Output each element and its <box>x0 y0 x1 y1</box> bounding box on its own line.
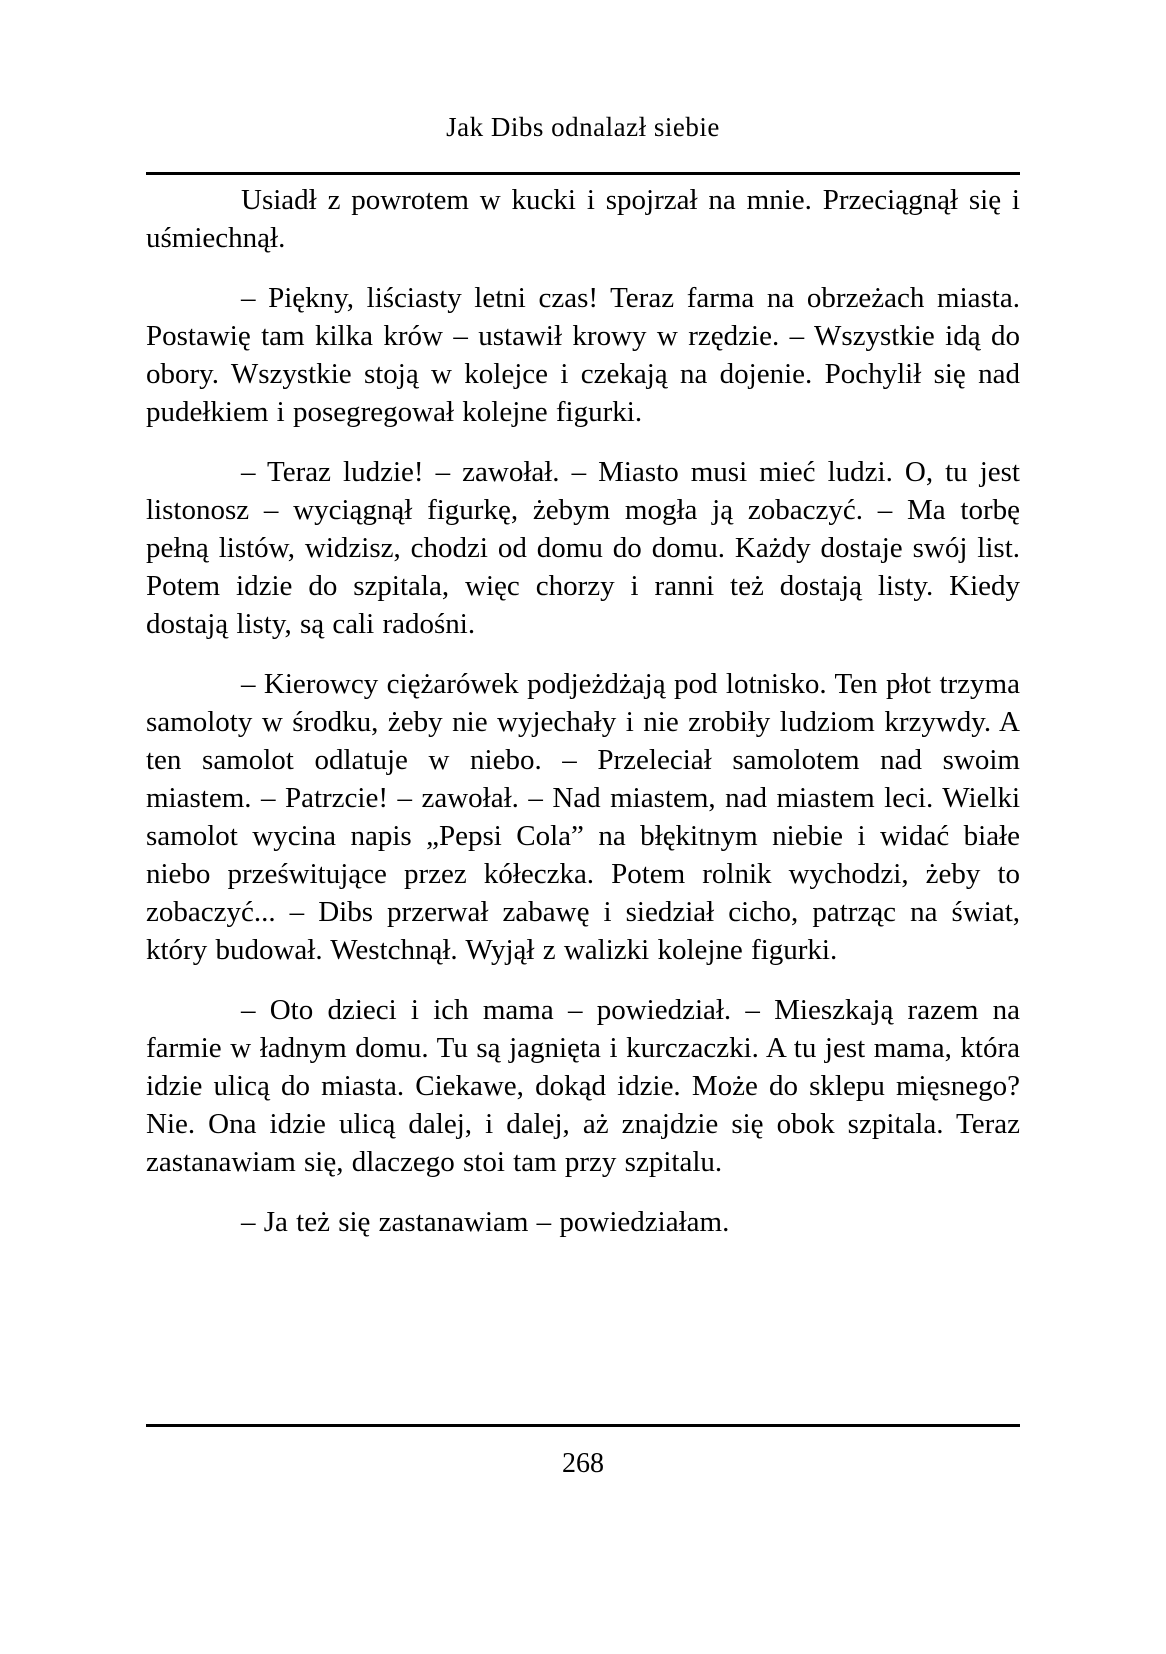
page-number: 268 <box>562 1448 604 1479</box>
footer-rule <box>146 1424 1020 1427</box>
running-head-title: Jak Dibs odnalazł siebie <box>446 112 720 142</box>
paragraph: – Ja też się zastanawiam – powiedziałam. <box>241 1206 730 1238</box>
header-rule <box>146 172 1020 175</box>
body-text <box>146 181 1020 1241</box>
paragraph: Usiadł z powrotem w kucki i spojrzał na mnie. Przeciągnął się i uśmiechnął. <box>146 184 1020 254</box>
paragraph: – Kierowcy ciężarówek podjeżdżają pod lotnisko. Ten płot trzyma samoloty w środku, żeby nie wyjechały i nie zrobiły ludziom krzywdy. A ten samolot odlatuje w niebo. – Przeleciał samolotem nad swoim miastem. – Patrzcie! – zawołał. – Nad miastem, nad miastem leci. Wielki samolot wycina napis „Pepsi Cola” na błękitnym niebie i widać białe niebo prześwitujące przez kółeczka. Potem rolnik wychodzi, żeby to zobaczyć... – Dibs przerwał zabawę i siedział cicho, patrząc na świat, który budował. Westchnął. Wyjął z walizki kolejne figurki. <box>146 668 1020 966</box>
paragraph: – Oto dzieci i ich mama – powiedział. – Mieszkają razem na farmie w ładnym domu. Tu są jagnięta i kurczaczki. A tu jest mama, która idzie ulicą do miasta. Ciekawe, dokąd idzie. Może do sklepu mięsnego? Nie. Ona idzie ulicą dalej, i dalej, aż znajdzie się obok szpitala. Teraz zastanawiam się, dlaczego stoi tam przy szpitalu. <box>146 994 1020 1178</box>
paragraph: – Teraz ludzie! – zawołał. – Miasto musi mieć ludzi. O, tu jest listonosz – wyciągnął figurkę, żebym mogła ją zobaczyć. – Ma torbę pełną listów, widzisz, chodzi od domu do domu. Każdy dostaje swój list. Potem idzie do szpitala, więc chorzy i ranni też dostają listy. Kiedy dostają listy, są cali radośni. <box>146 456 1020 640</box>
paragraph: – Piękny, liściasty letni czas! Teraz farma na obrzeżach miasta. Postawię tam kilka krów – ustawił krowy w rzędzie. – Wszystkie idą do obory. Wszystkie stoją w kolejce i czekają na dojenie. Pochylił się nad pudełkiem i posegregował kolejne figurki. <box>146 282 1020 428</box>
